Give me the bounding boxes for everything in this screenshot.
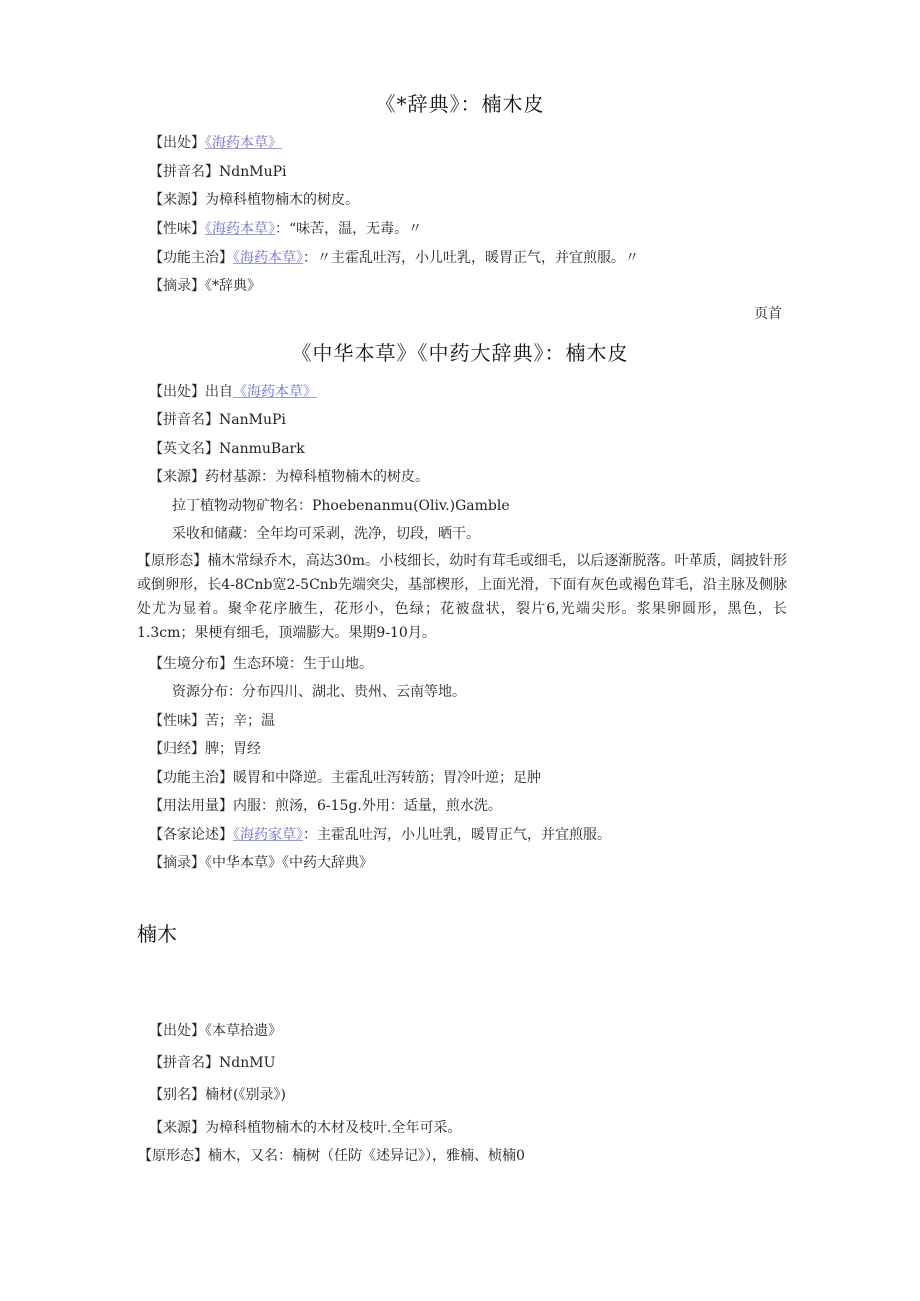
habitat-label: 【生境分布】 <box>149 656 233 672</box>
source-label: 【出处】 <box>149 384 205 400</box>
section2-pinyin-row <box>149 409 286 429</box>
morphology-paragraph <box>137 549 787 645</box>
section3-origin-row <box>149 1117 461 1137</box>
function-value: ：〃主霍乱吐泻，小儿吐乳，暖胃正气，并宜煎服。〃 <box>303 250 639 266</box>
habitat-value: 生态环境：生于山地。 <box>233 656 373 672</box>
section1-origin-row <box>149 189 359 209</box>
function-link[interactable]: 《海药本草》 <box>233 250 303 266</box>
alias-label: 【别名】 <box>149 1087 205 1103</box>
meridian-label: 【归经】 <box>149 741 205 757</box>
taste-link[interactable]: 《海药本草》 <box>205 221 275 237</box>
english-label: 【英文名】 <box>149 441 219 457</box>
section3-morphology-row <box>138 1145 525 1165</box>
morphology-value: 楠木，又名：楠树（任防《述异记》），雅楠、桢楠0 <box>208 1148 525 1164</box>
morphology-label: 【原形态】 <box>137 553 208 569</box>
pinyin-value: NdnMuPi <box>219 164 287 180</box>
section2-english-row <box>149 438 305 458</box>
function-label: 【功能主治】 <box>149 770 233 786</box>
distribution-line: 资源分布：分布四川、湖北、贵州、云南等地。 <box>172 684 466 700</box>
section2-habitat-row <box>149 653 373 673</box>
taste-value: 苦；辛；温 <box>205 713 275 729</box>
section3-pinyin-row <box>149 1052 275 1072</box>
origin-label: 【来源】 <box>149 469 205 485</box>
section1-source-row <box>149 132 282 152</box>
origin-value: 为樟科植物楠木的树皮。 <box>205 192 359 208</box>
section2-discussion-row <box>149 824 611 844</box>
source-link[interactable]: 《海药本草》 <box>205 135 282 151</box>
section2-usage-row <box>149 795 502 815</box>
english-value: NanmuBark <box>219 441 305 457</box>
discussion-link[interactable]: 《海药家草》 <box>233 827 303 843</box>
section1-function-row <box>149 247 639 267</box>
latin-name-line: 拉丁植物动物矿物名：Phoebenanmu(Oliv.)Gamble <box>172 498 510 514</box>
section1-pinyin-row <box>149 161 286 181</box>
origin-label: 【来源】 <box>149 192 205 208</box>
source-prefix: 出自 <box>205 384 233 400</box>
excerpt-value: 《中华本草》《中药大辞典》 <box>205 855 373 871</box>
morphology-value: 楠木常绿乔木，高达30m。小枝细长，幼时有茸毛或细毛，以后逐渐脱落。叶革质，阔披针形或倒卵形，长4-8Cnb宽2-5Cnb先端突尖，基部楔形，上面光滑，下面有灰色或褐色茸毛，沿主脉及侧脉处尤为显着。聚伞花序腋生，花形小，色绿；花被盘状，裂片6,光端尖形。浆果卵圆形，黑色，长1.3cm；果梗有细毛，顶端膨大。果期9-10月。 <box>137 553 788 641</box>
harvest-line: 采收和储藏：全年均可采剥，洗净，切段，晒干。 <box>172 526 480 542</box>
discussion-value: ：主霍乱吐泻，小儿吐乳，暖胃正气，并宜煎服。 <box>303 827 611 843</box>
taste-value: ：“味苦，温，无毒。〃 <box>275 221 423 237</box>
section1-title: 《*辞典》：楠木皮 <box>375 92 545 116</box>
taste-label: 【性味】 <box>149 713 205 729</box>
function-label: 【功能主治】 <box>149 250 233 266</box>
pinyin-value: NanMuPi <box>219 412 286 428</box>
section3-alias-row <box>149 1084 286 1104</box>
section1-excerpt-row <box>149 275 261 295</box>
excerpt-label: 【摘录】 <box>149 278 205 294</box>
usage-value: 内服：煎汤，6-15g.外用：适量，煎水洗。 <box>233 798 502 814</box>
pinyin-label: 【拼音名】 <box>149 412 219 428</box>
meridian-value: 脾；胃经 <box>205 741 261 757</box>
origin-value: 为樟科植物楠木的木材及枝叶.全年可采。 <box>205 1120 462 1136</box>
section2-taste-row <box>149 710 275 730</box>
discussion-label: 【各家论述】 <box>149 827 233 843</box>
section3-source-row <box>149 1020 282 1040</box>
excerpt-label: 【摘录】 <box>149 855 205 871</box>
pinyin-label: 【拼音名】 <box>149 1055 219 1071</box>
pinyin-value: NdnMU <box>219 1055 276 1071</box>
excerpt-value: 《*辞典》 <box>205 278 261 294</box>
morphology-label: 【原形态】 <box>138 1148 208 1164</box>
origin-label: 【来源】 <box>149 1120 205 1136</box>
taste-label: 【性味】 <box>149 221 205 237</box>
source-link[interactable]: 《海药本草》 <box>233 384 317 400</box>
section2-excerpt-row <box>149 852 373 872</box>
function-value: 暖胃和中降逆。主霍乱吐泻转筋；胃冷叶逆；足肿 <box>233 770 541 786</box>
alias-value: 楠材(《别录》) <box>205 1087 286 1103</box>
section2-title: 《中华本草》《中药大辞典》：楠木皮 <box>291 341 629 365</box>
section3-title: 楠木 <box>137 922 177 946</box>
section2-meridian-row <box>149 738 261 758</box>
section1-taste-row <box>149 218 422 238</box>
page-top-link[interactable]: 页首 <box>754 306 782 322</box>
source-label: 【出处】 <box>149 1023 205 1039</box>
section2-source-row <box>149 381 317 401</box>
section2-function-row <box>149 767 541 787</box>
origin-value: 药材基源：为樟科植物楠木的树皮。 <box>205 469 429 485</box>
section2-origin-row <box>149 466 429 486</box>
source-label: 【出处】 <box>149 135 205 151</box>
pinyin-label: 【拼音名】 <box>149 164 219 180</box>
usage-label: 【用法用量】 <box>149 798 233 814</box>
source-value: 《本草拾遗》 <box>205 1023 282 1039</box>
